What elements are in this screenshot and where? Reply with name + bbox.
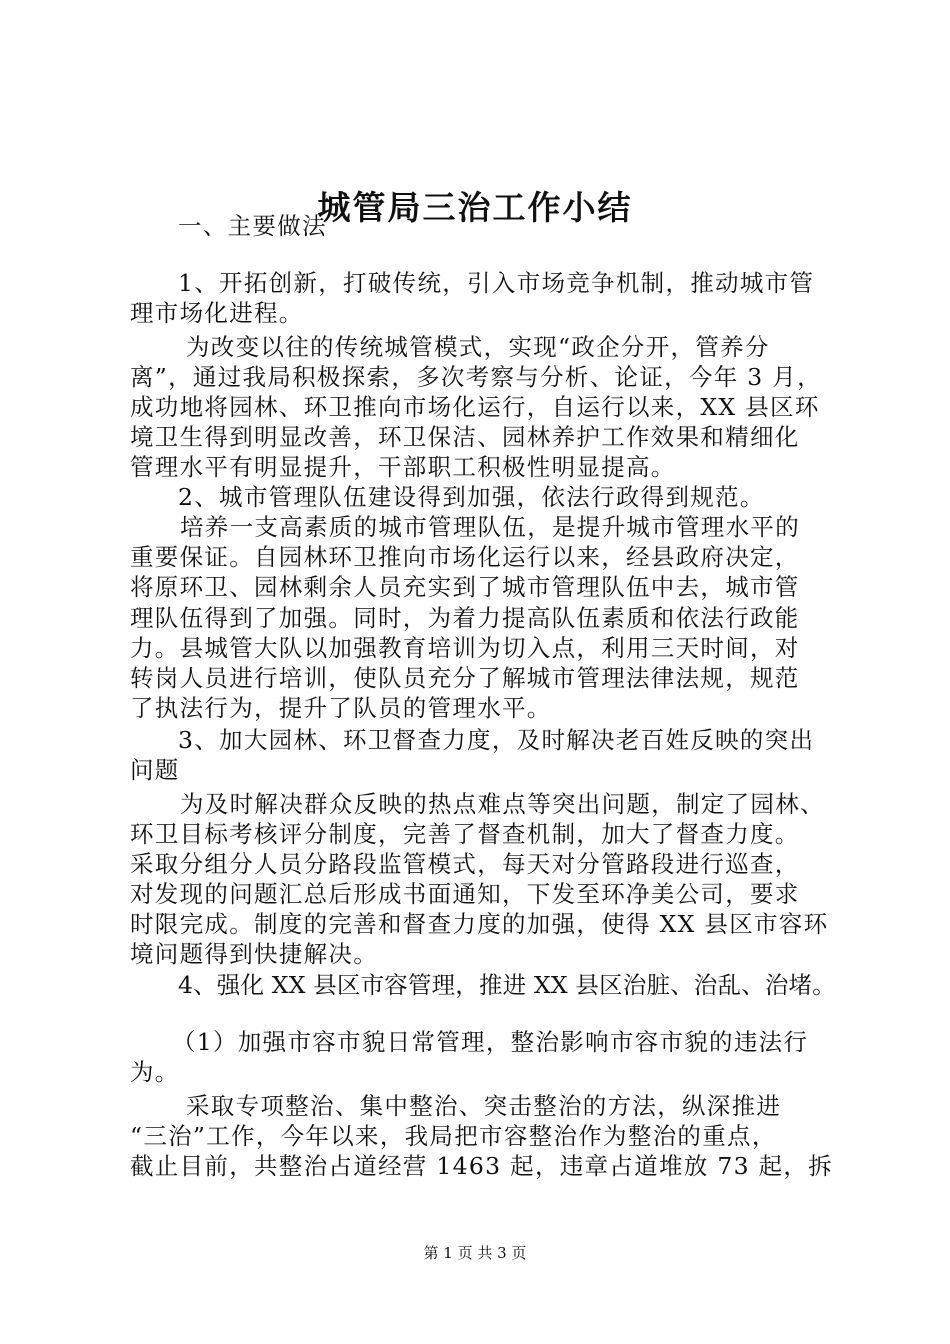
paragraph-line: 问题: [130, 756, 180, 784]
paragraph-line: （1）加强市容市貌日常管理，整治影响市容市貌的违法行: [172, 1028, 809, 1056]
document-title: 城管局三治工作小结: [317, 188, 633, 227]
paragraph-line: “三治”工作，今年以来，我局把市容整治作为整治的重点，: [130, 1122, 777, 1150]
paragraph-line: 为改变以往的传统城管模式，实现“政企分开，管养分: [186, 333, 770, 361]
paragraph-line: 采取分组分人员分路段监管模式，每天对分管路段进行巡查，: [130, 850, 800, 878]
paragraph-line: 理队伍得到了加强。同时，为着力提高队伍素质和依法行政能: [130, 604, 800, 632]
paragraph-line: 了执法行为，提升了队员的管理水平。: [130, 694, 552, 722]
paragraph-line: 理市场化进程。: [130, 299, 304, 327]
paragraph-line: 对发现的问题汇总后形成书面通知，下发至环净美公司，要求: [130, 880, 800, 908]
paragraph-line: 离”，通过我局积极探索，多次考察与分析、论证，今年 3 月，: [130, 363, 822, 391]
paragraph-line: 境卫生得到明显改善，环卫保洁、园林养护工作效果和精细化: [130, 423, 800, 451]
paragraph-line: 采取专项整治、集中整治、突击整治的方法，纵深推进: [186, 1092, 782, 1120]
paragraph-line: 为及时解决群众反映的热点难点等突出问题，制定了园林、: [180, 790, 825, 818]
section-heading: 一、主要做法: [178, 212, 327, 240]
paragraph-line: 管理水平有明显提升，干部职工积极性明显提高。: [130, 453, 676, 481]
paragraph-line: 将原环卫、园林剩余人员充实到了城市管理队伍中去，城市管: [130, 573, 800, 601]
paragraph-line: 培养一支高素质的城市管理队伍，是提升城市管理水平的: [180, 513, 800, 541]
paragraph-line: 转岗人员进行培训，使队员充分了解城市管理法律法规，规范: [130, 664, 800, 692]
paragraph-line: 1、开拓创新，打破传统，引入市场竞争机制，推动城市管: [178, 269, 815, 297]
paragraph-line: 3、加大园林、环卫督查力度，及时解决老百姓反映的突出: [178, 726, 815, 754]
paragraph-line: 境问题得到快捷解决。: [130, 940, 378, 968]
paragraph-line: 2、城市管理队伍建设得到加强，依法行政得到规范。: [178, 483, 765, 511]
paragraph-line: 为。: [130, 1058, 180, 1086]
paragraph-line: 截止目前，共整治占道经营 1463 起，违章占道堆放 73 起，拆: [130, 1152, 833, 1180]
paragraph-line: 成功地将园林、环卫推向市场化运行，自运行以来，XX 县区环: [130, 393, 820, 421]
paragraph-line: 力。县城管大队以加强教育培训为切入点，利用三天时间，对: [130, 634, 800, 662]
paragraph-line: 环卫目标考核评分制度，完善了督查机制，加大了督查力度。: [130, 820, 800, 848]
paragraph-line: 时限完成。制度的完善和督查力度的加强，使得 XX 县区市容环: [130, 910, 829, 938]
paragraph-line: 4、强化 XX 县区市容管理，推进 XX 县区治脏、治乱、治堵。: [178, 971, 836, 999]
paragraph-line: 重要保证。自园林环卫推向市场化运行以来，经县政府决定，: [130, 543, 800, 571]
page-footer: 第 1 页 共 3 页: [423, 1244, 527, 1262]
